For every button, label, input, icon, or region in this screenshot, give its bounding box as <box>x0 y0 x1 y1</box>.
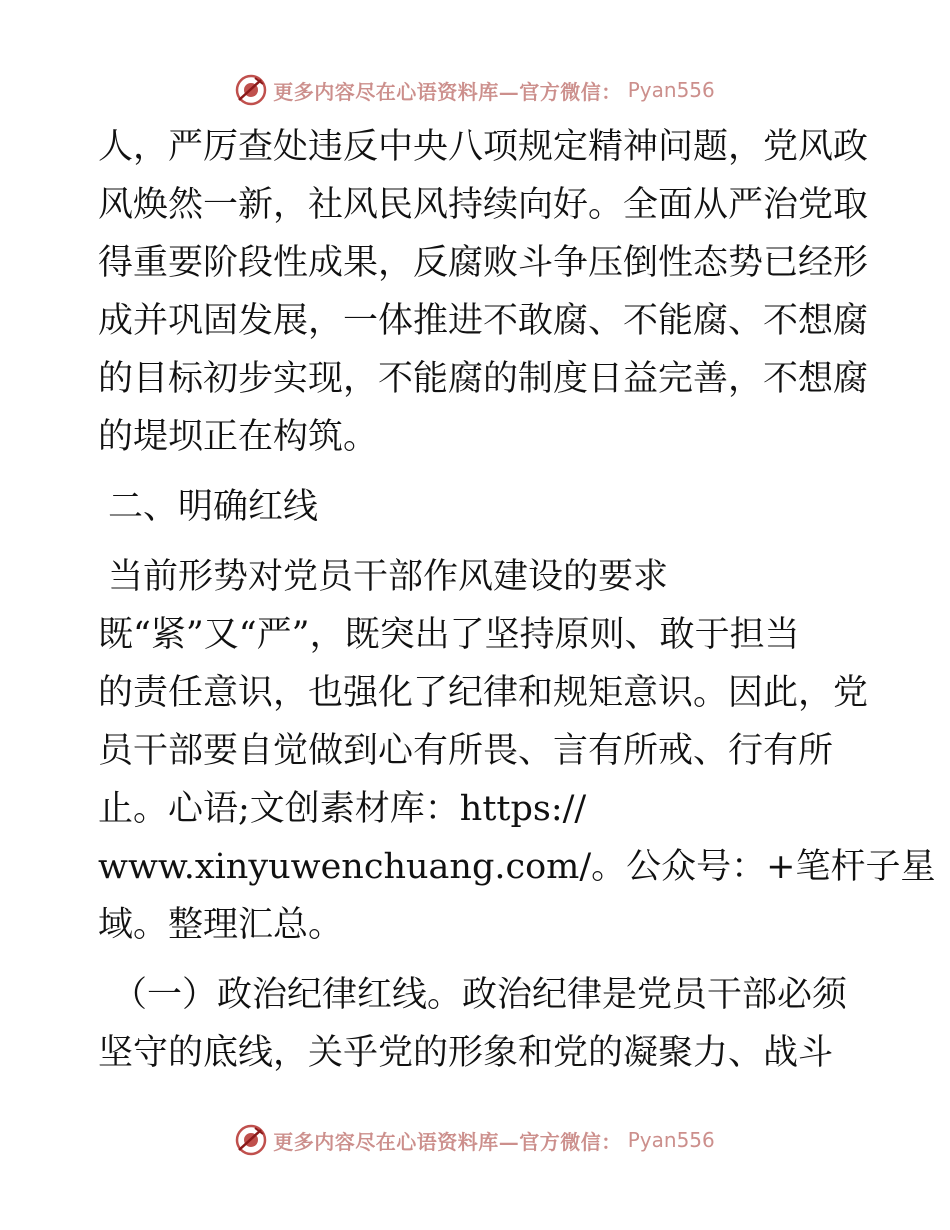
watermark-text: 更多内容尽在心语资料库—官方微信： <box>273 1129 622 1154</box>
text-line: 止。心语;文创素材库：https:// <box>98 789 587 829</box>
brand-logo-icon <box>235 1124 267 1156</box>
watermark-handle: Pyan556 <box>627 78 715 102</box>
section-heading: 二、明确红线 <box>108 487 319 527</box>
text-line: 员干部要自觉做到心有所畏、言有所戒、行有所 <box>98 731 834 771</box>
document-body <box>98 118 936 1082</box>
spacer <box>98 466 858 478</box>
text-line: 的责任意识，也强化了纪律和规矩意识。因此，党 <box>98 673 869 713</box>
text-line: 的堤坝正在构筑。 <box>98 417 379 457</box>
text-line: （一）政治纪律红线。政治纪律是党员干部必须 <box>112 975 848 1015</box>
footer-watermark <box>0 1120 950 1160</box>
spacer <box>98 954 858 966</box>
text-line: 的目标初步实现，不能腐的制度日益完善，不想腐 <box>98 359 869 399</box>
text-line: 成并巩固发展，一体推进不敢腐、不能腐、不想腐 <box>98 301 869 341</box>
text-line: 得重要阶段性成果，反腐败斗争压倒性态势已经形 <box>98 243 869 283</box>
brand-logo-icon <box>235 74 267 106</box>
watermark-handle: Pyan556 <box>627 1128 715 1152</box>
watermark-group <box>235 1124 715 1156</box>
text-line: 当前形势对党员干部作风建设的要求 <box>108 557 669 597</box>
watermark-group <box>235 74 715 106</box>
paragraph-1 <box>98 118 869 466</box>
watermark-text: 更多内容尽在心语资料库—官方微信： <box>273 79 622 104</box>
text-line: 坚守的底线，关乎党的形象和党的凝聚力、战斗 <box>98 1033 834 1073</box>
text-line: 风焕然一新，社风民风持续向好。全面从严治党取 <box>98 185 869 225</box>
text-line: 域。整理汇总。 <box>98 905 344 945</box>
text-line: www.xinyuwenchuang.com/。公众号：+笔杆子星 <box>98 847 936 887</box>
paragraph-3 <box>98 966 858 1082</box>
text-line: 既“紧”又“严”，既突出了坚持原则、敢于担当 <box>98 615 800 655</box>
header-watermark <box>0 70 950 110</box>
text-line: 人，严厉查处违反中央八项规定精神问题，党风政 <box>98 127 869 167</box>
spacer <box>98 536 858 548</box>
paragraph-2 <box>98 548 936 954</box>
